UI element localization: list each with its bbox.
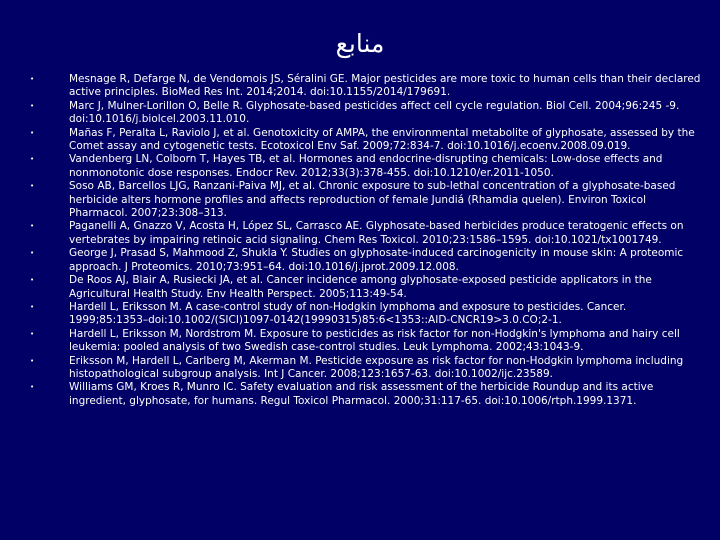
reference-item [22,274,702,301]
bullet-icon: • [30,329,35,338]
bullet-icon: • [30,302,35,311]
bullet-icon: • [30,155,35,164]
reference-text: Vandenberg LN, Colborn T, Hayes TB, et al. Hormones and endocrine-disrupting chemicals: Low-dose effects and nonmonotonic dose responses. Endocr Rev. 2012;33(3):378-455. doi:10.1210/er.2011-1050. [69,153,663,179]
bullet-icon: • [30,383,35,392]
reference-text: Marc J, Mulner-Lorillon O, Belle R. Glyphosate-based pesticides affect cell cycle regulation. Biol Cell. 2004;96:245 -9. doi:10.1016/j.biolcel.2003.11.010. [69,99,680,126]
bullet-icon: • [30,182,35,191]
reference-text: Hardell L, Eriksson M, Nordstrom M. Exposure to pesticides as risk factor for non-Hodgkin's lymphoma and hairy cell leukemia: pooled analysis of two Swedish case-control studies. Leuk Lymphoma. 2002;43:1043-9. [69,327,680,354]
reference-item [22,355,702,382]
reference-item [22,301,702,328]
reference-item [22,220,702,247]
reference-text: Mesnage R, Defarge N, de Vendomois JS, Séralini GE. Major pesticides are more toxic to human cells than their declared active principles. BioMed Res Int. 2014;2014. doi:10.1155/2014/179691. [69,73,701,99]
reference-item [22,381,702,408]
reference-item [22,127,702,154]
reference-text: George J, Prasad S, Mahmood Z, Shukla Y. Studies on glyphosate-induced carcinogenicity in mouse skin: A proteomic approach. J Proteomics. 2010;73:951–64. doi:10.1016/j.jprot.2009.12.008. [69,247,684,273]
bullet-icon: • [30,75,35,83]
reference-item [22,100,702,127]
reference-item [22,153,702,180]
bullet-icon: • [30,249,35,258]
bullet-icon: • [30,128,35,137]
reference-text: Williams GM, Kroes R, Munro IC. Safety evaluation and risk assessment of the herbicide Roundup and its active ingredient, glyphosate, for humans. Regul Toxicol Pharmacol. 2000;31:117-65. doi:10.1006/rtph.1999.1371. [69,381,654,407]
reference-item [22,180,702,220]
reference-text: Paganelli A, Gnazzo V, Acosta H, López SL, Carrasco AE. Glyphosate-based herbicides produce teratogenic effects on vertebrates by impairing retinoic acid signaling. Chem Res Toxicol. 2010;23:1586–1595. doi:10.1021/tx1001749. [69,220,684,246]
reference-text: Mañas F, Peralta L, Raviolo J, et al. Genotoxicity of AMPA, the environmental metabolite of glyphosate, assessed by the Comet assay and cytogenetic tests. Ecotoxicol Env Saf. 2009;72:834-7. doi:10.1016/j.ecoenv.2008.09.019. [69,126,695,153]
reference-text: Soso AB, Barcellos LJG, Ranzani-Paiva MJ, et al. Chronic exposure to sub-lethal concentration of a glyphosate-based herbicide alters hormone profiles and affects reproduction of female Jundiá (Rhamdia quelen). Environ Toxicol Pharmacol. 2007;23:308–313. [69,180,676,220]
bullet-icon: • [30,356,35,365]
reference-item [22,328,702,355]
reference-list [22,73,702,408]
reference-text: Eriksson M, Hardell L, Carlberg M, Akerman M. Pesticide exposure as risk factor for non-Hodgkin lymphoma including histopathological subgroup analysis. Int J Cancer. 2008;123:1657-63. doi:10.1002/ijc.23589. [69,354,684,380]
bullet-icon: • [30,101,35,110]
reference-item [22,73,702,100]
reference-text: De Roos AJ, Blair A, Rusiecki JA, et al. Cancer incidence among glyphosate-exposed pesticide applicators in the Agricultural Health Study. Env Health Perspect. 2005;113:49-54. [69,274,652,300]
bullet-icon: • [30,222,35,231]
bullet-icon: • [30,276,35,285]
reference-text: Hardell L, Eriksson M. A case-control study of non-Hodgkin lymphoma and exposure to pesticides. Cancer. 1999;85:1353–doi:10.1002/(SICI)1097-0142(19990315)85:6<1353::AID-CNCR19>3.0.CO;2-1. [69,300,627,327]
reference-item [22,247,702,274]
slide-title: منابع [335,29,385,58]
